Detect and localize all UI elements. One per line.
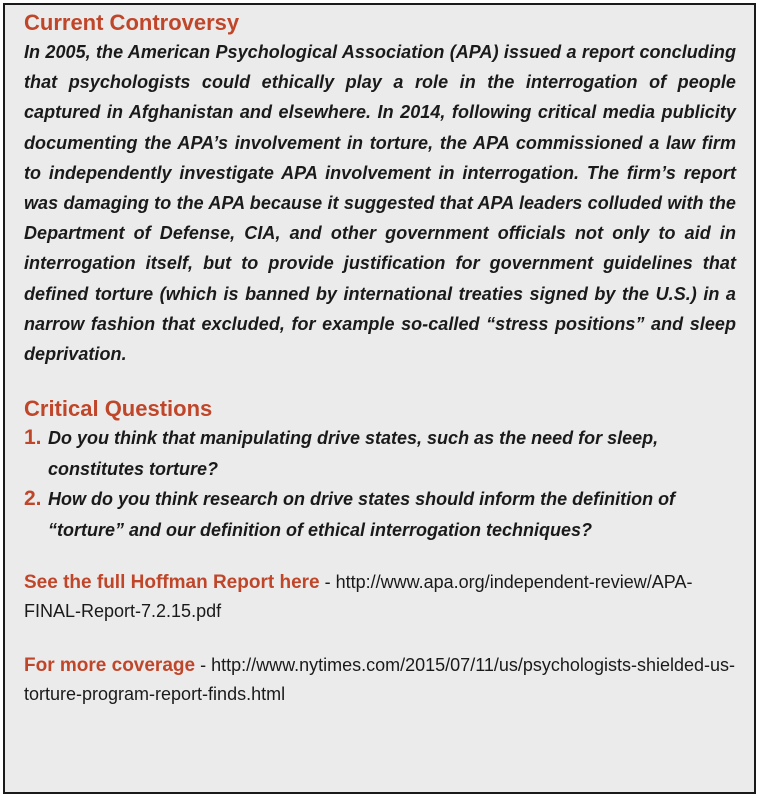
- question-number: 2.: [24, 487, 42, 511]
- controversy-heading: Current Controversy: [24, 10, 240, 35]
- question-item-2: [24, 484, 736, 545]
- controversy-body: In 2005, the American Psychological Association (APA) issued a report concluding that psychologists could ethically play a role in the interrogation of people captured in Afghanistan and elsewhere. In 2014, following critical media publicity documenting the APA’s involvement in torture, the APA commissioned a law firm to independently investigate APA involvement in interrogation. The firm’s report was damaging to the APA because it suggested that APA leaders colluded with the Department of Defense, CIA, and other government officials not only to aid in interrogation itself, but to provide justification for government guidelines that defined torture (which is banned by international treaties signed by the U.S.) in a narrow fashion that excluded, for example so-called “stress positions” and sleep deprivation.: [24, 42, 736, 365]
- hoffman-report-url[interactable]: http://www.apa.org/independent-review/APA-FINAL-Report-7.2.15.pdf: [24, 572, 693, 622]
- question-text: How do you think research on drive states should inform the definition of “torture” and our definition of ethical interrogation techniques?: [48, 489, 676, 540]
- hoffman-report-reference: [24, 568, 736, 626]
- coverage-label: For more coverage: [24, 655, 196, 677]
- coverage-url[interactable]: http://www.nytimes.com/2015/07/11/us/psychologists-shielded-us-torture-program-report-finds.html: [24, 655, 735, 705]
- coverage-reference: [24, 651, 736, 709]
- question-number: 1.: [24, 426, 42, 450]
- sidebar-box: [3, 3, 756, 794]
- question-item-1: [24, 423, 736, 484]
- question-text: Do you think that manipulating drive states, such as the need for sleep, constitutes torture?: [48, 428, 659, 479]
- link-separator: -: [195, 655, 212, 676]
- link-separator: -: [319, 572, 336, 593]
- questions-heading: Critical Questions: [24, 396, 213, 422]
- hoffman-report-label: See the full Hoffman Report here: [24, 572, 320, 594]
